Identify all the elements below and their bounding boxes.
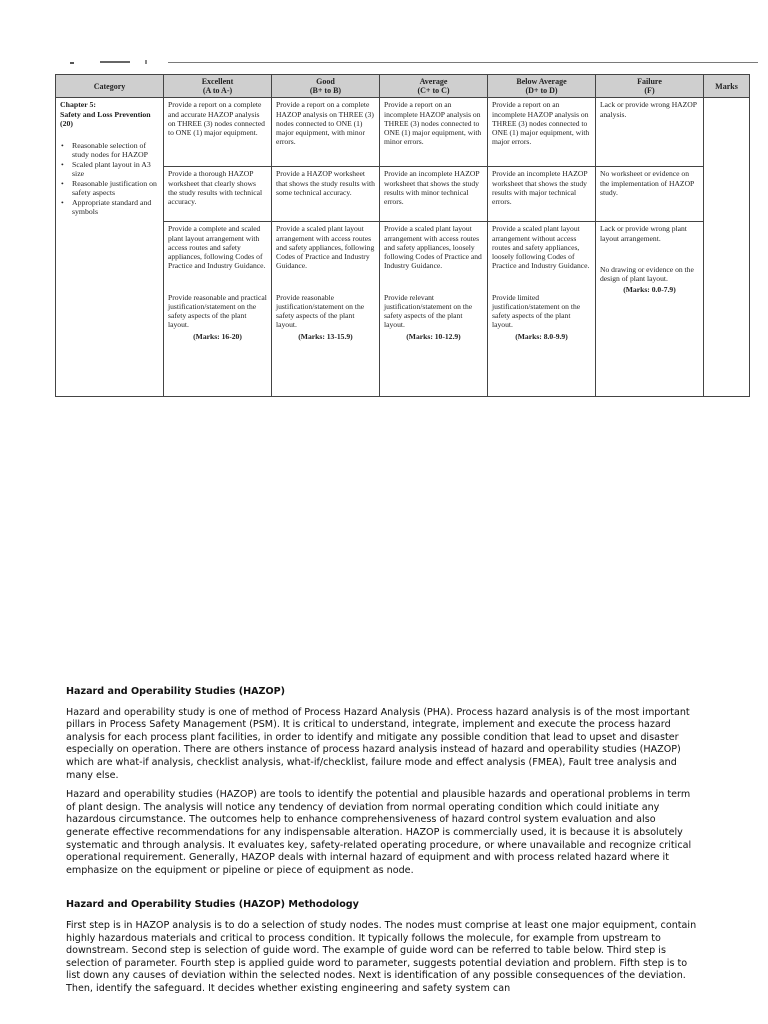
table-row — [56, 98, 750, 167]
table-cell: Provide a scaled plant layout arrangement with access routes and safety appliances, loosely following Codes of Practice and Industry Guidance. Provide relevant justification/statement on the safety aspects of the plant layout. (Marks: 10-12.9) — [380, 222, 488, 397]
category-title: Chapter 5: Safety and Loss Prevention (20) — [60, 100, 151, 129]
header-rule — [168, 62, 758, 63]
section-heading: Hazard and Operability Studies (HAZOP) Methodology — [66, 899, 359, 911]
list-item: • Reasonable selection of study nodes for HAZOP — [70, 141, 159, 160]
scan-mark — [70, 62, 74, 64]
marks-label: (Marks: 16-20) — [193, 331, 242, 341]
list-item: • Reasonable justification on safety aspects — [70, 179, 159, 198]
section-heading: Hazard and Operability Studies (HAZOP) — [66, 686, 286, 697]
header-marks: Marks — [704, 75, 750, 98]
header-good: Good (B+ to B) — [272, 75, 380, 98]
header-category: Category — [56, 75, 164, 98]
marks-label: (Marks: 10-12.9) — [406, 331, 461, 341]
table-cell: Provide an incomplete HAZOP worksheet that shows the study results with major technical errors. — [488, 167, 596, 222]
header-average: Average (C+ to C) — [380, 75, 488, 98]
marks-cell — [704, 98, 750, 397]
list-item: • Appropriate standard and symbols — [70, 198, 159, 217]
paragraph: Hazard and operability study is one of method of Process Hazard Analysis (PHA). Process hazard analysis is of the most important pillars in Process Safety Management (PSM). It is critical to understand, integrate, implement and execute the process hazard analysis for each process plant facilities, in order to identify and mitigate any possible condition that lead to upset and disaster especially on operation. There are others instance of process hazard analysis instead of hazard and operability studies (HAZOP) which are what-if analysis, checklist analysis, what-if/checklist, failure mode and effect analysis (FMEA), Fault tree analysis and many else. — [66, 706, 690, 781]
paragraph: Hazard and operability studies (HAZOP) are tools to identify the potential and plausible hazards and operational problems in term of plant design. The analysis will notice any tendency of deviation from normal operating condition which could initiate any hazardous circumstance. The outcomes help to enhance comprehensiveness of hazard control system evaluation and also generate effective recommendations for any indispensable alteration. HAZOP is commercially used, it is because it is absolutely systematic and through analysis. It evaluates key, safety-related operating procedure, or where unavailable and recognize critical operational requirement. Generally, HAZOP deals with internal hazard of equipment and with process related hazard where it emphasize on the equipment or pipeline or piece of equipment as node. — [66, 789, 692, 876]
table-cell: Provide a report on a complete HAZOP analysis on THREE (3) nodes connected to ONE (1) major equipment, with minor errors. — [272, 98, 380, 167]
marks-label: (Marks: 13-15.9) — [298, 331, 353, 341]
table-cell: Provide a complete and scaled plant layout arrangement with access routes and safety appliances, following Codes of Practice and Industry Guidance. Provide reasonable and practical justification/statement on the safety aspects of the plant layout. (Marks: 16-20) — [164, 222, 272, 397]
header-excellent: Excellent (A to A-) — [164, 75, 272, 98]
table-cell: No worksheet or evidence on the implementation of HAZOP study. — [596, 167, 704, 222]
table-cell: Provide a report on an incomplete HAZOP analysis on THREE (3) nodes connected to ONE (1) major equipment, with major errors. — [488, 98, 596, 167]
table-cell: Lack or provide wrong HAZOP analysis. — [596, 98, 704, 167]
header-below-average: Below Average (D+ to D) — [488, 75, 596, 98]
scan-mark — [145, 60, 147, 64]
marks-label: (Marks: 0.0-7.9) — [623, 285, 676, 295]
table-cell: Provide a HAZOP worksheet that shows the study results with some technical accuracy. — [272, 167, 380, 222]
table-cell: Provide an incomplete HAZOP worksheet that shows the study results with minor technical errors. — [380, 167, 488, 222]
paragraph: First step is in HAZOP analysis is to do a selection of study nodes. The nodes must comprise at least one major equipment, contain highly hazardous materials and critical to process condition. It typically follows the molecule, for example from upstream to downstream. Second step is selection of guide word. The example of guide word can be referred to table below. Third step is selection of parameter. Fourth step is applied guide word to parameter, suggests potential deviation and problem. Fifth step is to list down any causes of deviation within the selected nodes. Next is identification of any possible consequences of the deviation. Then, identify the safeguard. It decides whether existing engineering and safety system can — [66, 919, 697, 994]
document-body — [66, 686, 700, 1002]
table-cell: Provide a report on an incomplete HAZOP analysis on THREE (3) nodes connected to ONE (1) major equipment, with minor errors. — [380, 98, 488, 167]
table-cell: Provide a scaled plant layout arrangement without access routes and safety appliances, loosely following Codes of Practice and Industry Guidance. Provide limited justification/statement on the safety aspects of the plant layout. (Marks: 8.0-9.9) — [488, 222, 596, 397]
table-cell: Provide a thorough HAZOP worksheet that clearly shows the study results with technical accuracy. — [164, 167, 272, 222]
table-cell: Provide a scaled plant layout arrangement with access routes and safety appliances, following Codes of Practice and Industry Guidance. Provide reasonable justification/statement on the safety aspects of the plant layout. (Marks: 13-15.9) — [272, 222, 380, 397]
category-cell — [56, 98, 164, 397]
marks-label: (Marks: 8.0-9.9) — [515, 331, 568, 341]
rubric-table — [55, 74, 750, 397]
scan-mark — [100, 61, 130, 63]
header-row — [56, 75, 750, 98]
list-item: • Scaled plant layout in A3 size — [70, 160, 159, 179]
table-cell: Lack or provide wrong plant layout arrangement. No drawing or evidence on the design of plant layout. (Marks: 0.0-7.9) — [596, 222, 704, 397]
category-list — [60, 141, 159, 217]
table-cell: Provide a report on a complete and accurate HAZOP analysis on THREE (3) nodes connected to ONE (1) major equipment. — [164, 98, 272, 167]
header-failure: Failure (F) — [596, 75, 704, 98]
